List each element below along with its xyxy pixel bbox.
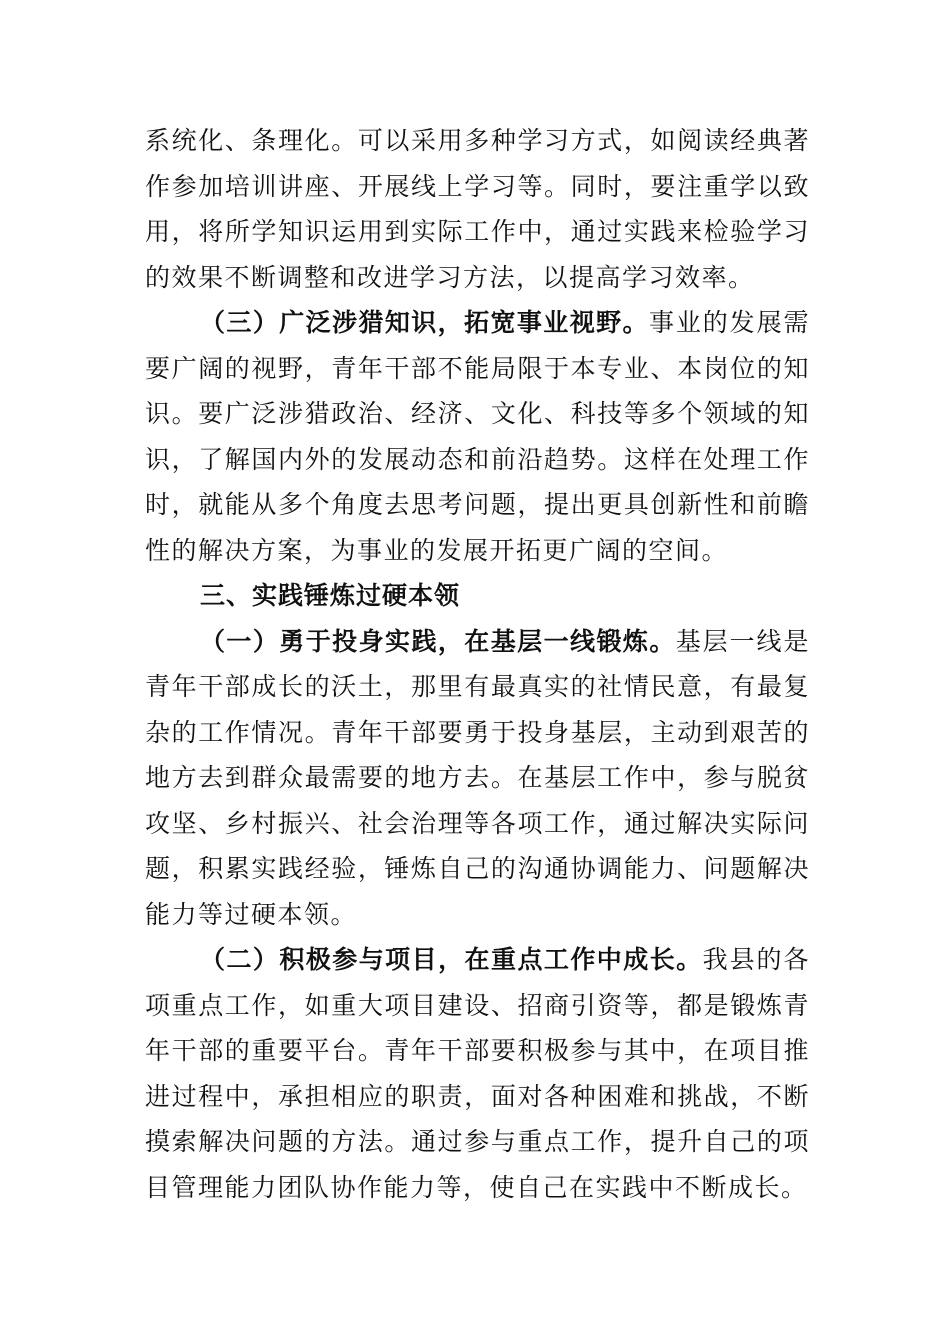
section-heading: 三、实践锤炼过硬本领 <box>200 581 461 610</box>
paragraph-lead: （一）勇于投身实践，在基层一线锻炼。 <box>200 626 676 656</box>
paragraph-body: 我县的各项重点工作，如重大项目建设、招商引资等，都是锻炼青年干部的重要平台。青年干部要积极参与其中，在项目推进过程中，承担相应的职责，面对各种困难和挑战，不断摸索解决问题的方法。通过参与重点工作，提升自己的项目管理能力团队协作能力等，使自己在实践中不断成长。 <box>145 945 810 1202</box>
paragraph-grassroots-practice <box>145 619 810 938</box>
paragraph-key-projects <box>145 937 810 1210</box>
paragraph-lead: （二）积极参与项目，在重点工作中成长。 <box>200 945 703 974</box>
paragraph-broaden-knowledge <box>145 300 810 573</box>
paragraph-lead: （三）广泛涉猎知识，拓宽事业视野。 <box>200 308 649 337</box>
paragraph-body: 基层一线是青年干部成长的沃土，那里有最真实的社情民意，有最复杂的工作情况。青年干部要勇于投身基层，主动到艰苦的地方去到群众最需要的地方去。在基层工作中，参与脱贫攻坚、乡村振兴、社会治理等各项工作，通过解决实际问题，积累实践经验，锤炼自己的沟通协调能力、问题解决能力等过硬本领。 <box>145 626 810 929</box>
document-body <box>145 118 810 1210</box>
intro-paragraph: 系统化、条理化。可以采用多种学习方式，如阅读经典著作参加培训讲座、开展线上学习等。同时，要注重学以致用，将所学知识运用到实际工作中，通过实践来检验学习的效果不断调整和改进学习方法，以提高学习效率。 <box>145 126 810 292</box>
paragraph-body: 事业的发展需要广阔的视野，青年干部不能局限于本专业、本岗位的知识。要广泛涉猎政治、经济、文化、科技等多个领域的知识，了解国内外的发展动态和前沿趋势。这样在处理工作时，就能从多个角度去思考问题，提出更具创新性和前瞻性的解决方案，为事业的发展开拓更广阔的空间。 <box>145 308 810 565</box>
